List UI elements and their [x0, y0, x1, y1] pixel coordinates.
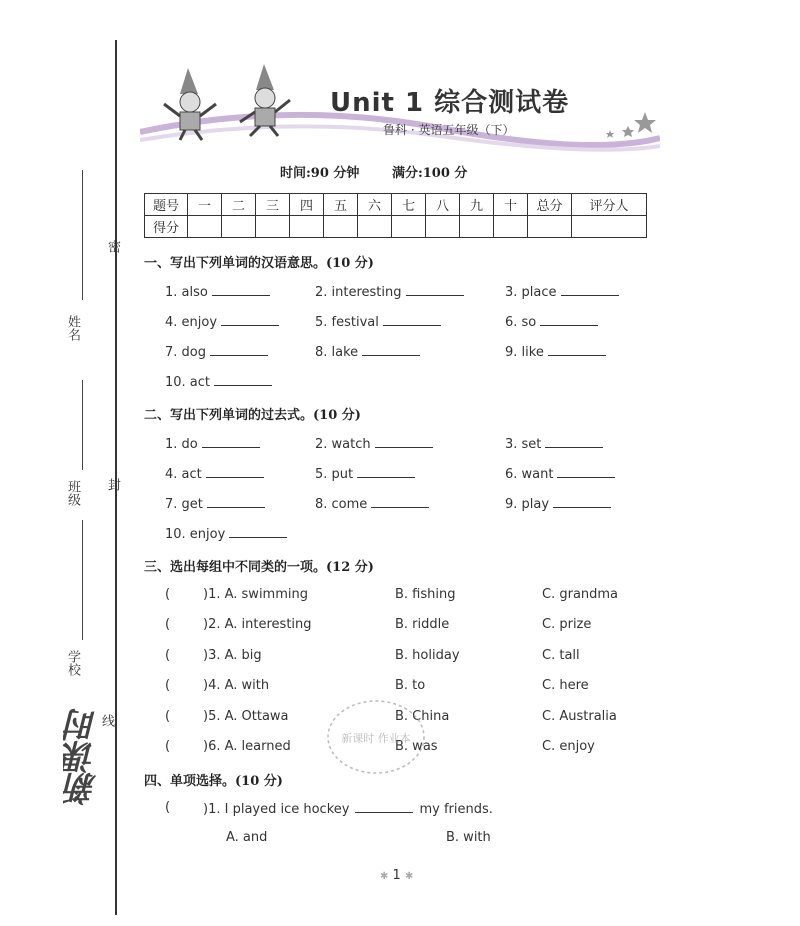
s2-word: 2. watch — [315, 437, 371, 452]
answer-blank[interactable] — [362, 343, 420, 356]
s1-item — [505, 343, 606, 360]
s4-option-a: A. and — [226, 830, 268, 845]
page-number-value: 1 — [392, 868, 401, 883]
score-input-cell[interactable] — [392, 216, 426, 238]
time-limit: 时间:90 分钟 — [280, 166, 360, 181]
answer-blank[interactable] — [210, 343, 268, 356]
score-table — [144, 193, 647, 238]
score-input-cell[interactable] — [572, 216, 647, 238]
s3-option-b: B. fishing — [395, 587, 456, 602]
s1-word: 3. place — [505, 285, 557, 300]
section2-title: 二、写出下列单词的过去式。(10 分) — [144, 408, 361, 423]
table-cell: 得分 — [145, 216, 188, 238]
seal-char-xian: 线 — [99, 714, 114, 727]
table-cell: 六 — [358, 194, 392, 216]
s1-word: 5. festival — [315, 315, 379, 330]
answer-blank[interactable] — [545, 435, 603, 448]
star-icon: ✱ — [404, 871, 414, 882]
s1-word: 9. like — [505, 345, 544, 360]
s3-option-c: C. enjoy — [542, 739, 595, 754]
s1-word: 7. dog — [165, 345, 206, 360]
s1-word: 1. also — [165, 285, 208, 300]
seal-char-mi: 密 — [105, 240, 120, 253]
seal-char-feng: 封 — [105, 478, 120, 491]
answer-blank[interactable] — [214, 373, 272, 386]
answer-blank[interactable] — [371, 495, 429, 508]
s3-option-c: C. prize — [542, 617, 592, 632]
s1-word: 4. enjoy — [165, 315, 218, 330]
section3-title: 三、选出每组中不同类的一项。(12 分) — [144, 560, 374, 575]
score-input-cell[interactable] — [222, 216, 256, 238]
s3-option-c: C. here — [542, 678, 589, 693]
s2-word: 9. play — [505, 497, 550, 512]
s2-word: 3. set — [505, 437, 542, 452]
s4-question — [203, 800, 493, 817]
table-cell: 九 — [460, 194, 494, 216]
score-table-header-row — [145, 194, 647, 216]
score-table-score-row — [145, 216, 647, 238]
class-line — [82, 380, 83, 470]
s2-item — [315, 495, 429, 512]
table-cell: 十 — [494, 194, 528, 216]
section4-title: 四、单项选择。(10 分) — [144, 774, 283, 789]
s2-item — [165, 525, 287, 542]
s1-item — [315, 343, 420, 360]
s2-word: 1. do — [165, 437, 198, 452]
table-cell: 总分 — [528, 194, 572, 216]
stamp-text: 新课时 作业本 — [341, 732, 411, 745]
s2-word: 4. act — [165, 467, 202, 482]
answer-paren[interactable]: ( — [165, 587, 171, 602]
full-score: 满分:100 分 — [391, 166, 468, 181]
s1-item — [315, 283, 464, 300]
school-label: 学校 — [65, 650, 80, 676]
s2-item — [165, 495, 265, 512]
answer-blank[interactable] — [548, 343, 606, 356]
answer-paren[interactable]: ( — [165, 678, 171, 693]
s2-item — [505, 495, 611, 512]
score-input-cell[interactable] — [460, 216, 494, 238]
table-cell: 七 — [392, 194, 426, 216]
s1-item — [505, 313, 598, 330]
s3-option-b: B. China — [395, 709, 450, 724]
s2-word: 5. put — [315, 467, 354, 482]
s1-item — [315, 313, 441, 330]
s3-option-a: )6. A. learned — [203, 739, 291, 754]
score-input-cell[interactable] — [494, 216, 528, 238]
score-input-cell[interactable] — [528, 216, 572, 238]
answer-blank[interactable] — [406, 283, 464, 296]
s4-q1-after: my friends. — [419, 802, 493, 817]
s1-item — [165, 313, 279, 330]
page-subtitle: 鲁科 · 英语五年级（下） — [383, 123, 515, 137]
s2-item — [165, 465, 264, 482]
s2-item — [505, 465, 615, 482]
s2-word: 8. come — [315, 497, 368, 512]
answer-paren[interactable]: ( — [165, 617, 171, 632]
table-cell: 四 — [290, 194, 324, 216]
answer-paren[interactable]: ( — [165, 800, 171, 815]
s3-option-b: B. to — [395, 678, 426, 693]
s3-option-b: B. riddle — [395, 617, 450, 632]
answer-blank[interactable] — [229, 525, 287, 538]
answer-blank[interactable] — [383, 313, 441, 326]
table-cell: 五 — [324, 194, 358, 216]
answer-blank[interactable] — [357, 465, 415, 478]
table-cell: 三 — [256, 194, 290, 216]
s2-item — [315, 435, 433, 452]
score-input-cell[interactable] — [188, 216, 222, 238]
star-icon: ✱ — [380, 871, 389, 882]
stars-icon — [606, 112, 656, 138]
table-cell: 八 — [426, 194, 460, 216]
s1-word: 10. act — [165, 375, 211, 390]
s3-option-a: )2. A. interesting — [203, 617, 312, 632]
answer-blank[interactable] — [553, 495, 611, 508]
answer-blank[interactable] — [206, 465, 264, 478]
s4-q1-before: )1. I played ice hockey — [203, 802, 350, 817]
s3-option-b: B. holiday — [395, 648, 460, 663]
section1-title: 一、写出下列单词的汉语意思。(10 分) — [144, 256, 374, 271]
answer-blank[interactable] — [540, 313, 598, 326]
answer-blank[interactable] — [207, 495, 265, 508]
page-number — [380, 868, 413, 883]
s2-word: 7. get — [165, 497, 203, 512]
name-line — [82, 170, 83, 300]
s2-word: 10. enjoy — [165, 527, 226, 542]
table-cell: 题号 — [145, 194, 188, 216]
s3-option-a: )1. A. swimming — [203, 587, 308, 602]
answer-blank[interactable] — [355, 800, 413, 813]
table-cell: 评分人 — [572, 194, 647, 216]
s3-option-b: B. was — [395, 739, 438, 754]
answer-blank[interactable] — [561, 283, 619, 296]
exam-info — [280, 162, 495, 181]
s1-item — [165, 373, 272, 390]
answer-paren[interactable]: ( — [165, 648, 171, 663]
answer-blank[interactable] — [202, 435, 260, 448]
name-label: 姓名 — [65, 315, 80, 341]
table-cell: 一 — [188, 194, 222, 216]
s3-option-c: C. grandma — [542, 587, 619, 602]
answer-blank[interactable] — [212, 283, 270, 296]
s1-item — [165, 283, 270, 300]
s1-word: 6. so — [505, 315, 537, 330]
score-input-cell[interactable] — [256, 216, 290, 238]
s4-option-b: B. with — [446, 830, 491, 845]
answer-blank[interactable] — [221, 313, 279, 326]
s2-item — [165, 435, 260, 452]
s2-word: 6. want — [505, 467, 554, 482]
watermark-stamp — [322, 694, 430, 780]
score-input-cell[interactable] — [358, 216, 392, 238]
school-line — [82, 520, 83, 640]
s1-item — [165, 343, 268, 360]
score-input-cell[interactable] — [426, 216, 460, 238]
answer-paren[interactable]: ( — [165, 709, 171, 724]
brand-logo: 新课时 — [63, 710, 103, 806]
s3-option-a: )4. A. with — [203, 678, 270, 693]
s3-option-a: )5. A. Ottawa — [203, 709, 289, 724]
s3-option-c: C. Australia — [542, 709, 617, 724]
s3-option-c: C. tall — [542, 648, 580, 663]
score-input-cell[interactable] — [290, 216, 324, 238]
page-title: Unit 1 综合测试卷 — [330, 88, 570, 118]
s3-option-a: )3. A. big — [203, 648, 262, 663]
s2-item — [505, 435, 603, 452]
s1-word: 8. lake — [315, 345, 359, 360]
s1-item — [505, 283, 619, 300]
answer-blank[interactable] — [375, 435, 433, 448]
answer-paren[interactable]: ( — [165, 739, 171, 754]
score-input-cell[interactable] — [324, 216, 358, 238]
answer-blank[interactable] — [557, 465, 615, 478]
s1-word: 2. interesting — [315, 285, 402, 300]
s2-item — [315, 465, 415, 482]
table-cell: 二 — [222, 194, 256, 216]
class-label: 班级 — [65, 480, 80, 506]
